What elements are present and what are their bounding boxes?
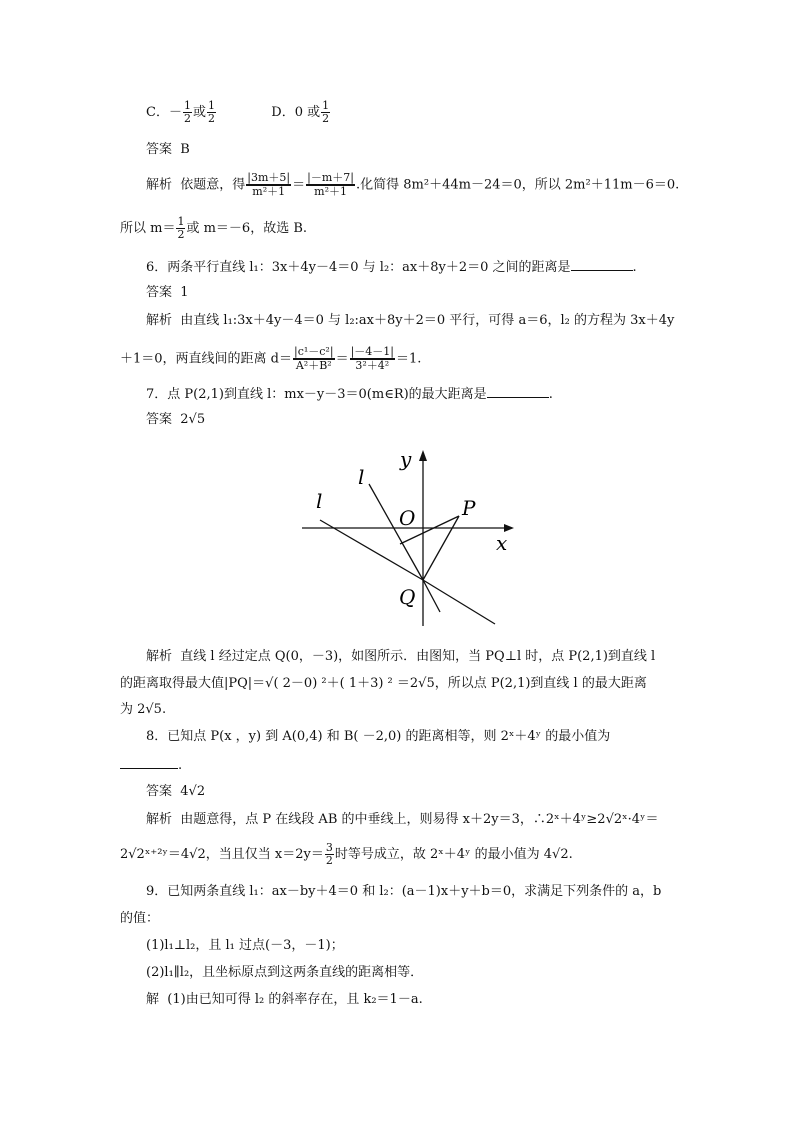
- frac-num: |－4－1|: [350, 345, 394, 358]
- frac-den: m²＋1: [306, 185, 355, 198]
- frac-den: 2: [207, 112, 215, 125]
- answer-value: 1: [180, 285, 189, 300]
- frac-num: 3: [325, 841, 333, 854]
- answer-label: 答案: [146, 412, 173, 427]
- answer-label: 答案: [146, 784, 173, 799]
- solution-text: 直线 l 经过定点 Q(0，－3)，如图所示．由图知，当 PQ⊥l 时，点 P(2,1)到直线 l: [180, 649, 656, 664]
- frac-num: 1: [207, 99, 215, 112]
- solution-label: 解析: [146, 649, 173, 664]
- frac-num: |3m＋5|: [247, 171, 291, 184]
- answer-blank: [571, 258, 633, 271]
- option-c-frac2: [207, 100, 216, 125]
- solution-text: .化简得 8m²＋44m－24＝0，所以 2m²＋11m－6＝0.: [356, 177, 680, 193]
- stem-end: .: [632, 260, 637, 275]
- frac-num: 1: [177, 215, 185, 228]
- line-l-steep: [369, 484, 423, 580]
- line-l-right: [423, 580, 495, 624]
- answer-value: 2√5: [180, 412, 206, 427]
- question-stem: 6．两条平行直线 l₁：3x＋4y－4＝0 与 l₂：ax＋8y＋2＝0 之间的距离是: [146, 260, 571, 275]
- solution-text: 为 2√5.: [120, 702, 167, 717]
- question-stem: 的值：: [120, 911, 160, 926]
- q6-answer: [146, 285, 189, 301]
- q8-stem-blank: [120, 756, 182, 774]
- solution-text: 所以 m＝: [120, 221, 176, 236]
- question-stem: 9．已知两条直线 l₁：ax－by＋4＝0 和 l₂：(a－1)x＋y＋b＝0，求满足下列条件的 a，b: [146, 884, 662, 899]
- solution-text: (1)由已知可得 l₂ 的斜率存在，且 k₂＝1－a.: [167, 992, 423, 1007]
- option-d-frac: [321, 100, 330, 125]
- q9-condition-2: [146, 965, 423, 981]
- option-c-minus: －: [168, 105, 182, 120]
- q8-stem: [146, 729, 610, 745]
- solution-label: 解析: [146, 313, 173, 328]
- solution-text: ＋1＝0，两直线间的距离 d＝: [120, 351, 292, 367]
- q9-stem-line1: [146, 884, 661, 900]
- question-stem: 8．已知点 P(x ，y) 到 A(0,4) 和 B( －2,0) 的距离相等，则 2ˣ＋4ʸ 的最小值为: [146, 729, 611, 744]
- q7-answer: [146, 412, 205, 428]
- solution-label: 解析: [146, 812, 173, 827]
- solution-text: 由直线 l₁:3x＋4y－4＝0 与 l₂:ax＋8y＋2＝0 平行，可得 a＝6，l₂ 的方程为 3x＋4y: [180, 313, 675, 328]
- solution-text: 2√2ˣ⁺²ʸ＝4√2，当且仅当 x＝2y＝: [120, 847, 324, 862]
- frac-num: 1: [183, 99, 191, 112]
- q8-solution-line1: [146, 812, 659, 828]
- solution-text: 时等号成立，故 2ˣ＋4ʸ 的最小值为 4√2.: [334, 847, 573, 862]
- frac-num: 1: [322, 99, 330, 112]
- q9-stem-line2: [120, 911, 159, 927]
- equals: ＝: [292, 177, 306, 193]
- frac-den: m²＋1: [246, 185, 291, 198]
- label-x: x: [496, 531, 508, 555]
- label-l-left: l: [316, 489, 323, 513]
- q6-solution-line2: [120, 346, 421, 372]
- frac-den: 2: [322, 112, 330, 125]
- frac-den: 2: [325, 854, 333, 867]
- label-P: P: [462, 496, 476, 520]
- solution-frac: [325, 842, 334, 867]
- solution-frac3: [176, 216, 185, 241]
- stem-end: .: [548, 387, 553, 402]
- equals: ＝: [335, 351, 349, 367]
- answer-label: 答案: [146, 142, 173, 157]
- q7-solution-line3: [120, 702, 166, 718]
- q5-answer: [146, 142, 190, 158]
- q9-solution-line1: [146, 992, 423, 1008]
- frac-num: |－m＋7|: [307, 171, 354, 184]
- q7-solution-line1: [146, 649, 655, 665]
- solution-text: 由题意得，点 P 在线段 AB 的中垂线上，则易得 x＋2y＝3，∴2ˣ＋4ʸ≥2√2ˣ·4ʸ＝: [180, 812, 659, 827]
- condition-text: (1)l₁⊥l₂，且 l₁ 过点(－3，－1)；: [146, 938, 344, 953]
- q5-options: [146, 100, 331, 125]
- q6-stem: [146, 258, 637, 276]
- q9-condition-1: [146, 938, 344, 954]
- frac-num: |c¹－c²|: [294, 345, 334, 358]
- q8-solution-line2: [120, 842, 573, 867]
- segment-PQ: [423, 516, 459, 580]
- solution-label: 解析: [146, 177, 173, 193]
- frac-den: 3²＋4²: [350, 359, 395, 372]
- option-c-or: 或: [192, 105, 206, 120]
- q5-solution-line2: [120, 216, 307, 241]
- q7-solution-line2: [120, 676, 647, 692]
- solution-text: 或 m＝－6，故选 B.: [186, 221, 308, 236]
- frac-den: 2: [183, 112, 191, 125]
- solution-frac2: [350, 346, 395, 372]
- q7-figure: [292, 444, 532, 634]
- option-c-frac1: [183, 100, 192, 125]
- frac-den: 2: [177, 228, 185, 241]
- answer-blank: [120, 756, 178, 769]
- q7-stem: [146, 385, 553, 403]
- frac-den: A²＋B²: [293, 359, 335, 372]
- stem-end: .: [178, 758, 183, 773]
- solution-frac1: [246, 172, 291, 198]
- label-l-top: l: [358, 465, 365, 489]
- answer-blank: [487, 385, 549, 398]
- q5-solution-line1: [146, 172, 679, 198]
- answer-label: 答案: [146, 285, 173, 300]
- solution-frac1: [293, 346, 335, 372]
- solution-text: 依题意，得: [180, 177, 246, 193]
- condition-text: (2)l₁∥l₂，且坐标原点到这两条直线的距离相等．: [146, 965, 424, 980]
- question-stem: 7．点 P(2,1)到直线 l：mx－y－3＝0(m∈R)的最大距离是: [146, 387, 487, 402]
- q6-solution-line1: [146, 313, 674, 329]
- label-Q: Q: [399, 585, 416, 609]
- answer-value: B: [180, 142, 190, 157]
- solution-label: 解: [146, 992, 160, 1007]
- solution-text: 的距离取得最大值|PQ|＝√( 2－0) ²＋( 1＋3) ² ＝2√5，所以点 P(2,1)到直线 l 的最大距离: [120, 676, 647, 691]
- label-O: O: [399, 506, 416, 530]
- label-y: y: [400, 447, 412, 471]
- option-c-label: C．: [146, 105, 169, 120]
- option-d-label: D．0 或: [271, 105, 321, 120]
- y-axis-arrow: [419, 450, 427, 461]
- answer-value: 4√2: [180, 784, 206, 799]
- q8-answer: [146, 784, 205, 800]
- solution-text: ＝1.: [396, 351, 422, 367]
- solution-frac2: [306, 172, 355, 198]
